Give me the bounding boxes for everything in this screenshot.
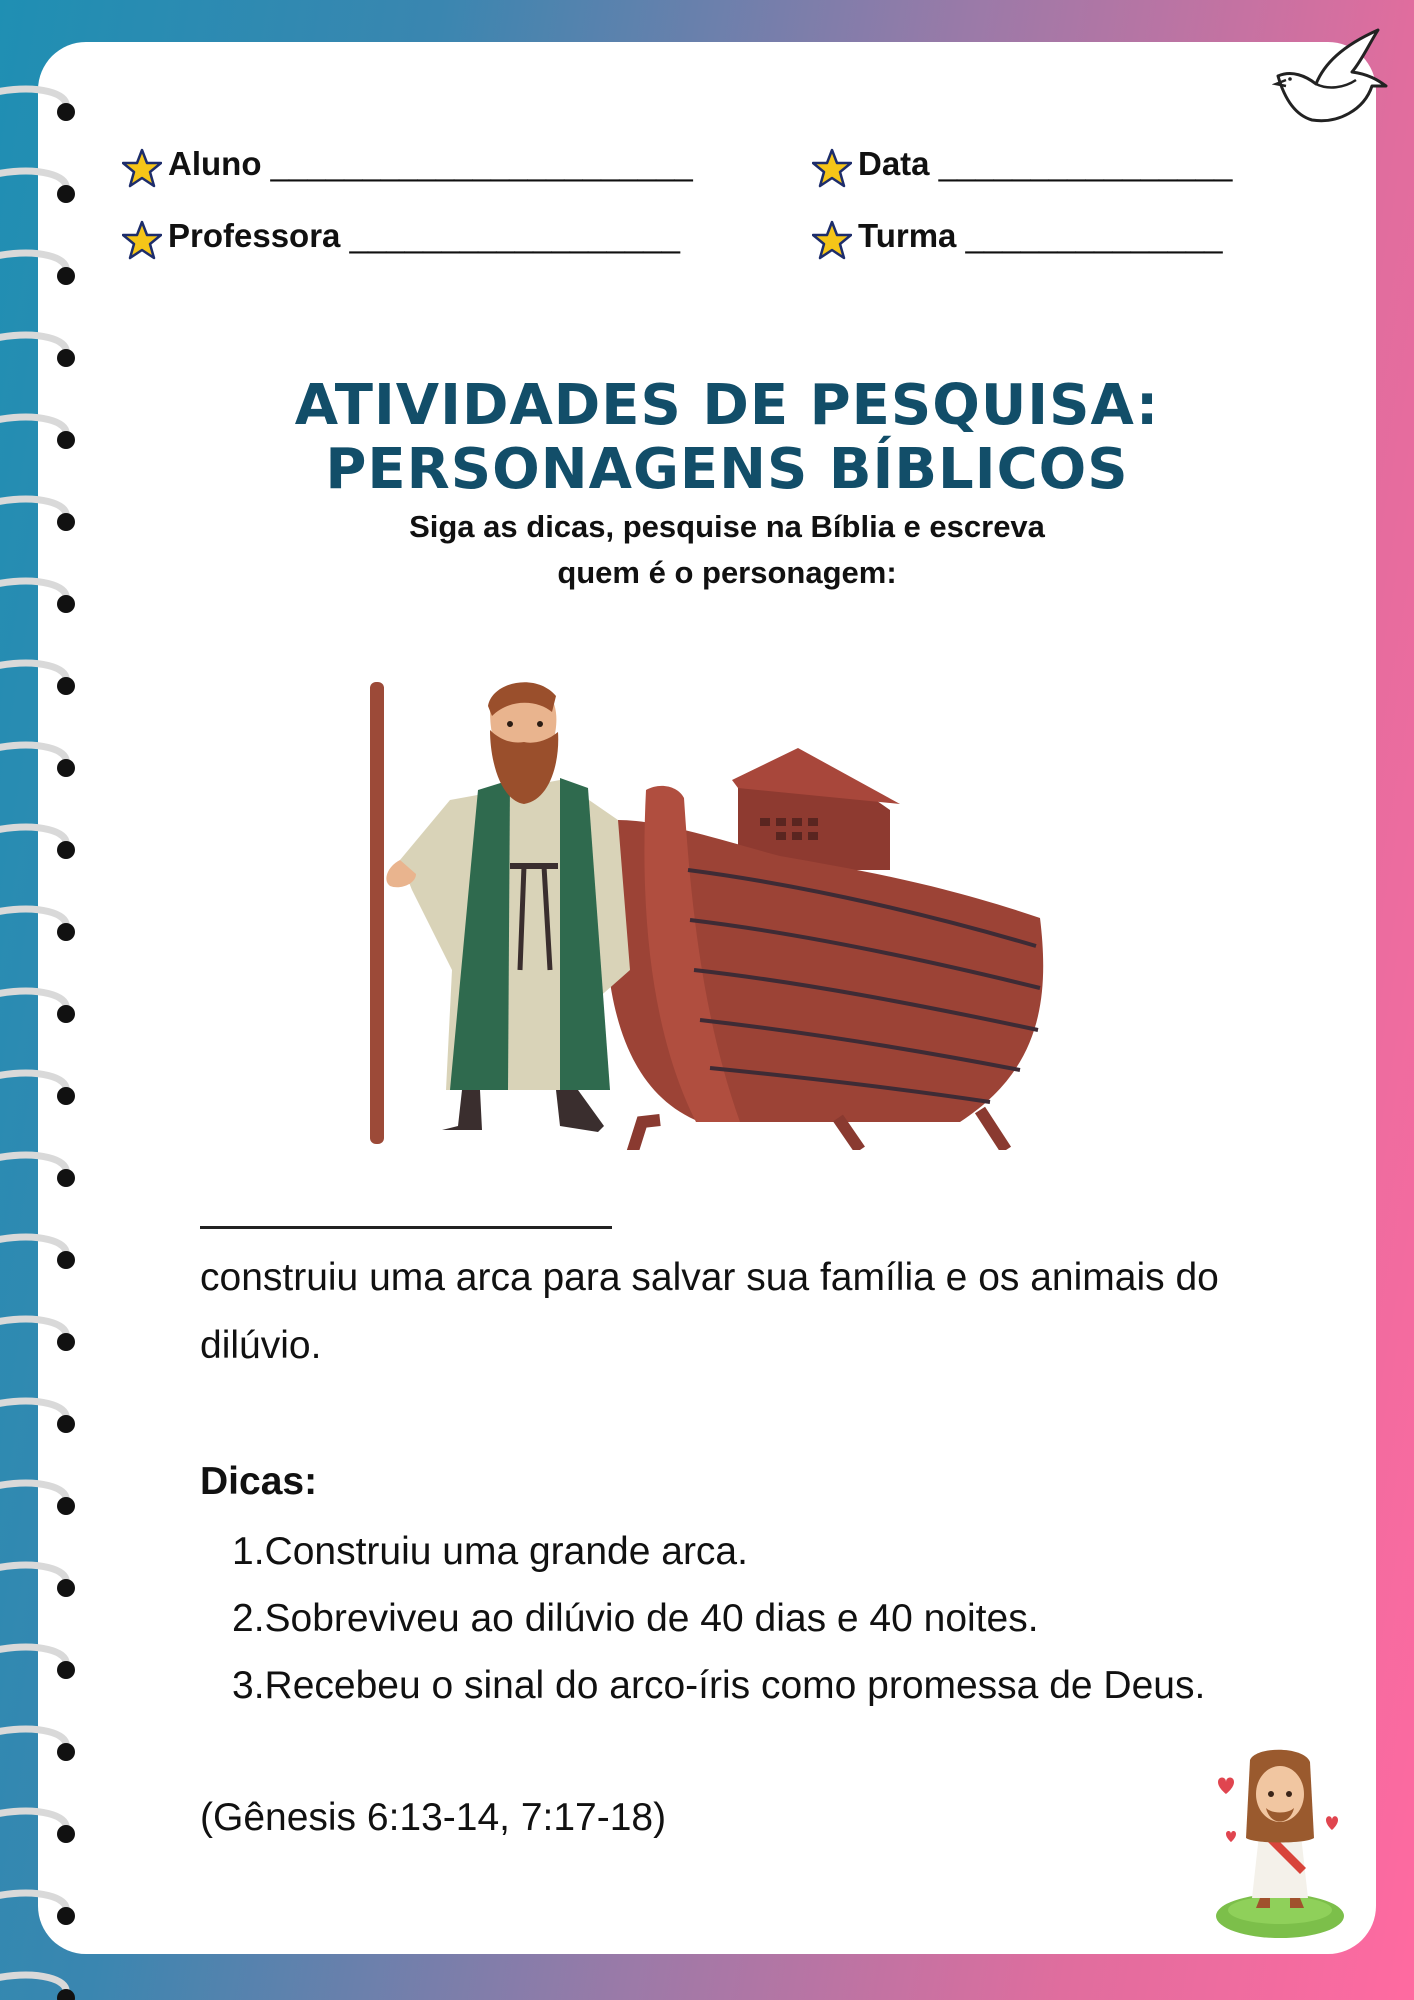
star-icon bbox=[122, 220, 162, 260]
spiral-ring bbox=[0, 499, 66, 516]
spiral-ring bbox=[0, 1565, 66, 1582]
spiral-hole bbox=[57, 1169, 75, 1187]
noah-ark-illustration bbox=[360, 670, 1050, 1150]
star-icon bbox=[122, 148, 162, 188]
ark-illustration bbox=[605, 748, 1043, 1150]
spiral-hole bbox=[57, 513, 75, 531]
spiral-hole bbox=[57, 1333, 75, 1351]
spiral-hole bbox=[57, 349, 75, 367]
spiral-ring bbox=[0, 1975, 66, 1992]
spiral-hole bbox=[57, 1415, 75, 1433]
noah-illustration bbox=[370, 682, 630, 1144]
spiral-hole bbox=[57, 1661, 75, 1679]
spiral-ring bbox=[0, 1647, 66, 1664]
page-title-line1: ATIVIDADES DE PESQUISA: bbox=[294, 373, 1160, 438]
spiral-ring bbox=[0, 1483, 66, 1500]
spiral-hole bbox=[57, 1825, 75, 1843]
class-label: Turma bbox=[858, 217, 957, 254]
bible-reference: (Gênesis 6:13-14, 7:17-18) bbox=[200, 1796, 667, 1839]
spiral-hole bbox=[57, 267, 75, 285]
spiral-hole bbox=[57, 1989, 75, 2000]
teacher-field[interactable] bbox=[122, 212, 680, 260]
spiral-binding bbox=[0, 0, 90, 2000]
spiral-ring bbox=[0, 991, 66, 1008]
spiral-ring bbox=[0, 1155, 66, 1172]
spiral-hole bbox=[57, 595, 75, 613]
spiral-ring bbox=[0, 89, 66, 106]
spiral-ring bbox=[0, 1319, 66, 1336]
tip-item: 3.Recebeu o sinal do arco-íris como promessa de Deus. bbox=[232, 1664, 1206, 1707]
spiral-hole bbox=[57, 1497, 75, 1515]
tips-heading: Dicas: bbox=[200, 1460, 318, 1503]
spiral-ring bbox=[0, 171, 66, 188]
spiral-ring bbox=[0, 1401, 66, 1418]
spiral-ring bbox=[0, 335, 66, 352]
spiral-ring bbox=[0, 1237, 66, 1254]
jesus-illustration bbox=[1210, 1748, 1350, 1940]
answer-blank-line[interactable] bbox=[200, 1226, 612, 1229]
tips-list bbox=[232, 1518, 1205, 1719]
spiral-hole bbox=[57, 1743, 75, 1761]
teacher-label: Professora bbox=[168, 217, 341, 254]
spiral-hole bbox=[57, 923, 75, 941]
dove-icon bbox=[1272, 24, 1390, 132]
spiral-hole bbox=[57, 431, 75, 449]
teacher-line: __________________ bbox=[349, 217, 680, 254]
spiral-hole bbox=[57, 1907, 75, 1925]
spiral-ring bbox=[0, 581, 66, 598]
spiral-ring bbox=[0, 1073, 66, 1090]
spiral-ring bbox=[0, 253, 66, 270]
spiral-hole bbox=[57, 677, 75, 695]
spiral-hole bbox=[57, 103, 75, 121]
spiral-ring bbox=[0, 1729, 66, 1746]
instructions-line2: quem é o personagem: bbox=[557, 555, 897, 590]
student-label: Aluno bbox=[168, 145, 262, 182]
class-line: ______________ bbox=[965, 217, 1223, 254]
page-title-line2: PERSONAGENS BÍBLICOS bbox=[325, 437, 1129, 502]
spiral-hole bbox=[57, 841, 75, 859]
spiral-hole bbox=[57, 1251, 75, 1269]
spiral-ring bbox=[0, 909, 66, 926]
spiral-ring bbox=[0, 827, 66, 844]
star-icon bbox=[812, 148, 852, 188]
spiral-ring bbox=[0, 663, 66, 680]
spiral-ring bbox=[0, 1893, 66, 1910]
tip-item: 2.Sobreviveu ao dilúvio de 40 dias e 40 noites. bbox=[232, 1597, 1039, 1640]
question-line1: construiu uma arca para salvar sua família e os animais do bbox=[200, 1256, 1219, 1299]
date-field[interactable] bbox=[812, 140, 1232, 188]
spiral-ring bbox=[0, 745, 66, 762]
class-field[interactable] bbox=[812, 212, 1223, 260]
spiral-hole bbox=[57, 1579, 75, 1597]
tip-item: 1.Construiu uma grande arca. bbox=[232, 1530, 748, 1573]
student-field[interactable] bbox=[122, 140, 693, 188]
star-icon bbox=[812, 220, 852, 260]
spiral-ring bbox=[0, 417, 66, 434]
spiral-hole bbox=[57, 759, 75, 777]
spiral-hole bbox=[57, 1005, 75, 1023]
spiral-hole bbox=[57, 185, 75, 203]
spiral-ring bbox=[0, 1811, 66, 1828]
spiral-hole bbox=[57, 1087, 75, 1105]
date-label: Data bbox=[858, 145, 930, 182]
question-line2: dilúvio. bbox=[200, 1324, 322, 1367]
instructions-line1: Siga as dicas, pesquise na Bíblia e escreva bbox=[409, 509, 1045, 544]
student-line: _______________________ bbox=[270, 145, 693, 182]
date-line: ________________ bbox=[938, 145, 1233, 182]
